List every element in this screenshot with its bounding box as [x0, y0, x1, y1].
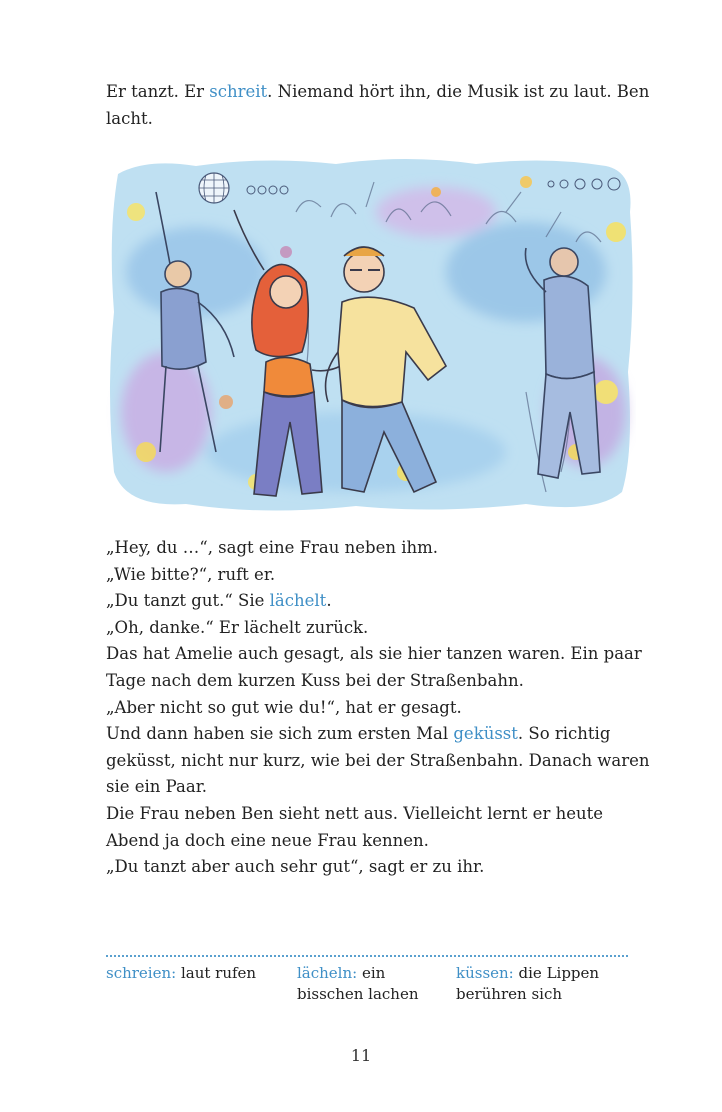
text-segment: Er tanzt. Er: [106, 82, 210, 101]
glossary-definition: die Lippen berühren sich: [456, 964, 600, 1003]
glossary-entry-schreien: [106, 963, 286, 984]
intro-paragraph: [106, 79, 650, 132]
text-segment: .: [326, 591, 332, 611]
text-segment: . So richtig: [517, 724, 611, 744]
glossary-entry-kuessen: [456, 963, 631, 1005]
vocab-word-schreit: schreit: [209, 82, 268, 101]
text-line: „Hey, du …“, sagt eine Frau neben ihm.: [106, 538, 439, 557]
dance-party-illustration: [106, 152, 636, 517]
intro-line-2: lacht.: [106, 108, 153, 128]
glossary-divider: [106, 955, 628, 957]
text-line: „Oh, danke.“ Er lächelt zurück.: [106, 617, 369, 637]
glossary-definition: laut rufen: [176, 964, 257, 982]
text-line: Das hat Amelie auch gesagt, als sie hier tanzen waren. Ein paar: [106, 644, 642, 664]
text-line: sie ein Paar.: [106, 777, 208, 797]
text-line: „Du tanzt aber auch sehr gut“, sagt er zu ihr.: [106, 857, 485, 877]
text-segment: Und dann haben sie sich zum ersten Mal: [106, 724, 454, 744]
glossary-term: schreien:: [106, 964, 177, 982]
text-line: „Wie bitte?“, ruft er.: [106, 564, 276, 584]
text-segment: . Niemand hört ihn, die Musik ist zu laut. Ben: [267, 82, 650, 101]
glossary-entry-laecheln: [297, 963, 447, 1005]
glossary-term: küssen:: [456, 964, 514, 982]
vocab-word-laechelt: lächelt: [269, 591, 327, 611]
intro-line-1: [106, 79, 650, 106]
text-line: Tage nach dem kurzen Kuss bei der Straßenbahn.: [106, 670, 524, 690]
page-number: 11: [350, 1046, 372, 1065]
text-line: „Aber nicht so gut wie du!“, hat er gesagt.: [106, 697, 462, 717]
main-text: [106, 535, 650, 881]
text-line: Die Frau neben Ben sieht nett aus. Vielleicht lernt er heute: [106, 803, 603, 823]
glossary-term: lächeln:: [297, 964, 358, 982]
text-line: [106, 588, 628, 615]
text-line: geküsst, nicht nur kurz, wie bei der Straßenbahn. Danach waren: [106, 750, 650, 770]
text-line: Abend ja doch eine neue Frau kennen.: [106, 830, 429, 850]
text-segment: „Du tanzt gut.“ Sie: [106, 591, 270, 611]
text-line: [106, 721, 628, 748]
vocab-word-gekuesst: geküsst: [453, 724, 518, 744]
glossary-definition: ein bisschen lachen: [297, 964, 419, 1003]
